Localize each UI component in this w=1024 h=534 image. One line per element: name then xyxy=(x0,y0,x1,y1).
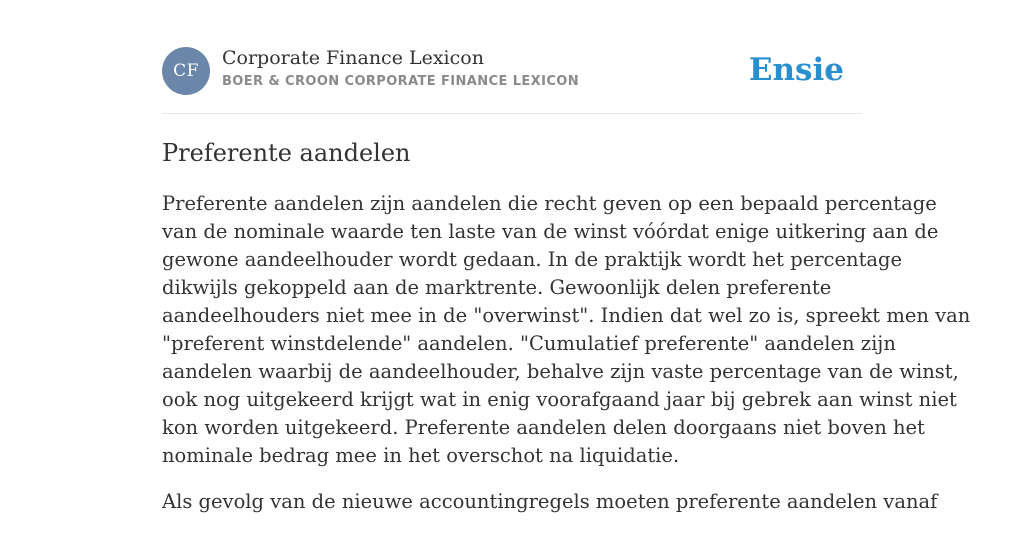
paragraph-line: dikwijls gekoppeld aan de marktrente. Gewoonlijk delen preferente xyxy=(162,276,832,299)
entry-body xyxy=(162,190,971,534)
header-divider xyxy=(162,113,862,114)
paragraph-line: Als gevolg van de nieuwe accountingregels moeten preferente aandelen vanaf xyxy=(162,490,938,513)
paragraph-line: ook nog uitgekeerd krijgt wat in enig voorafgaand jaar bij gebrek aan winst niet xyxy=(162,388,957,411)
entry-paragraph xyxy=(162,488,938,516)
paragraph-line: nominale bedrag mee in het overschot na liquidatie. xyxy=(162,444,680,467)
lexicon-subtitle: BOER & CROON CORPORATE FINANCE LEXICON xyxy=(222,74,579,89)
lexicon-header xyxy=(162,46,862,96)
paragraph-line: gewone aandeelhouder wordt gedaan. In de praktijk wordt het percentage xyxy=(162,248,903,271)
entry-paragraph xyxy=(162,190,971,470)
paragraph-line: aandelen waarbij de aandeelhouder, behalve zijn vaste percentage van de winst, xyxy=(162,360,959,383)
ensie-logo[interactable]: Ensie xyxy=(748,52,844,88)
lexicon-avatar[interactable]: CF xyxy=(162,47,210,95)
paragraph-line: "preferent winstdelende" aandelen. "Cumulatief preferente" aandelen zijn xyxy=(162,332,896,355)
paragraph-line: kon worden uitgekeerd. Preferente aandelen delen doorgaans niet boven het xyxy=(162,416,925,439)
entry-title: Preferente aandelen xyxy=(162,139,411,167)
paragraph-line: aandeelhouders niet mee in de "overwinst". Indien dat wel zo is, spreekt men van xyxy=(162,304,971,327)
paragraph-line: Preferente aandelen zijn aandelen die recht geven op een bepaald percentage xyxy=(162,192,937,215)
lexicon-title[interactable]: Corporate Finance Lexicon xyxy=(222,47,484,69)
lexicon-page xyxy=(162,0,971,513)
paragraph-line: van de nominale waarde ten laste van de winst vóórdat enige uitkering aan de xyxy=(162,220,939,243)
